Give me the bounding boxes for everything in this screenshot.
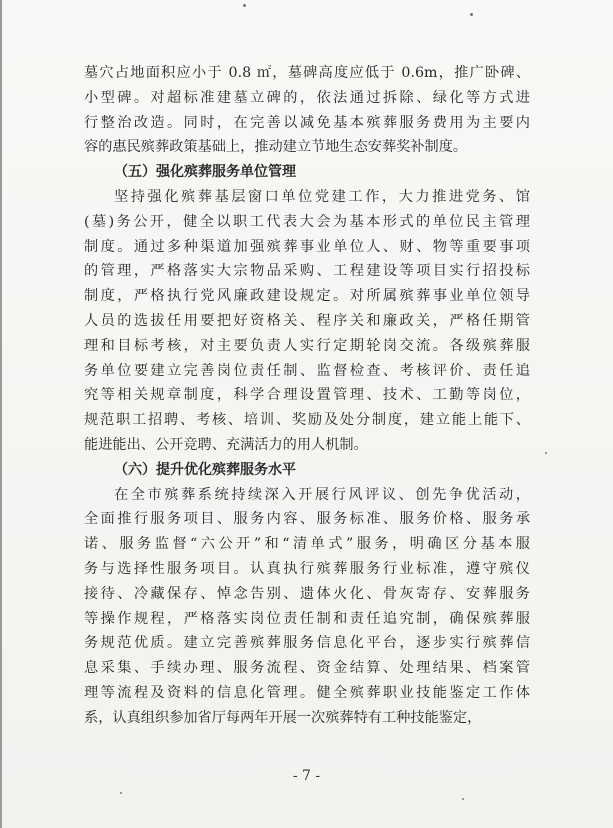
scan-speck: [470, 13, 473, 16]
paragraph-line: 诺、服务监督“六公开”和“清单式”服务，明确区分基本服: [84, 536, 530, 553]
paragraph-line: 行整治改造。同时，在完善以减免基本殡葬服务费用为主要内: [84, 114, 530, 131]
document-body: [84, 61, 530, 731]
paragraph-line: 务规范优质。建立完善殡葬服务信息化平台，逐步实行殡葬信: [84, 635, 530, 652]
paragraph-line: 制度，严格执行党风廉政建设规定。对所属殡葬事业单位领导: [84, 288, 530, 305]
scan-speck: [462, 798, 464, 800]
paragraph-line: 理和目标考核，对主要负责人实行定期轮岗交流。各级殡葬服: [84, 337, 530, 354]
paragraph-line: 墓穴占地面积应小于 0.8 ㎡，墓碑高度应低于 0.6m，推广卧碑、: [84, 65, 530, 81]
scan-speck: [243, 4, 246, 7]
section-heading: （六）提升优化殡葬服务水平: [114, 461, 296, 478]
paragraph-line: 规范职工招聘、考核、培训、奖励及处分制度，建立能上能下、: [84, 412, 530, 429]
paragraph-line: 容的惠民殡葬政策基础上，推动建立节地生态安葬奖补制度。: [84, 139, 468, 156]
scan-speck: [545, 452, 547, 454]
paragraph-line: (墓)务公开，健全以职工代表大会为基本形式的单位民主管理: [84, 213, 530, 230]
paragraph-line: 全面推行服务项目、服务内容、服务标准、服务价格、服务承: [84, 511, 530, 528]
paragraph-line: 能进能出、公开竞聘、充满活力的用人机制。: [84, 436, 368, 453]
section-heading: （五）强化殡葬服务单位管理: [114, 164, 296, 181]
paragraph-line: 接待、冷藏保存、悼念告别、遗体火化、骨灰寄存、安葬服务: [84, 585, 530, 602]
paragraph-line: 务与选择性服务项目。认真执行殡葬服务行业标准，遵守殡仪: [84, 560, 530, 577]
paragraph-line: 等操作规程，严格落实岗位责任制和责任追究制，确保殡葬服: [84, 610, 530, 627]
paragraph-line: 系，认真组织参加省厅每两年开展一次殡葬特有工种技能鉴定，: [84, 709, 482, 726]
paragraph-line: 究等相关规章制度，科学合理设置管理、技术、工勤等岗位，: [84, 387, 530, 404]
paragraph-line: 务单位要建立完善岗位责任制、监督检查、考核评价、责任追: [84, 362, 530, 379]
paragraph-line: 制度。通过多种渠道加强殡葬事业单位人、财、物等重要事项: [84, 238, 530, 255]
page-number: - 7 -: [292, 768, 321, 784]
paragraph-line: 人员的选拔任用要把好资格关、程序关和廉政关，严格任期管: [84, 312, 530, 329]
paragraph-line: 理等流程及资料的信息化管理。健全殡葬职业技能鉴定工作体: [84, 684, 530, 701]
paragraph-line: 在全市殡葬系统持续深入开展行风评议、创先争优活动，: [114, 486, 530, 503]
paragraph-line: 坚持强化殡葬基层窗口单位党建工作，大力推进党务、馆: [114, 188, 530, 205]
paragraph-line: 息采集、手续办理、服务流程、资金结算、处理结果、档案管: [84, 660, 530, 677]
scan-left-edge: [0, 0, 2, 828]
paragraph-line: 的管理，严格落实大宗物品采购、工程建设等项目实行招投标: [84, 263, 530, 280]
paragraph-line: 小型碑。对超标准建墓立碑的，依法通过拆除、绿化等方式进: [84, 89, 530, 106]
scan-speck: [120, 792, 122, 794]
